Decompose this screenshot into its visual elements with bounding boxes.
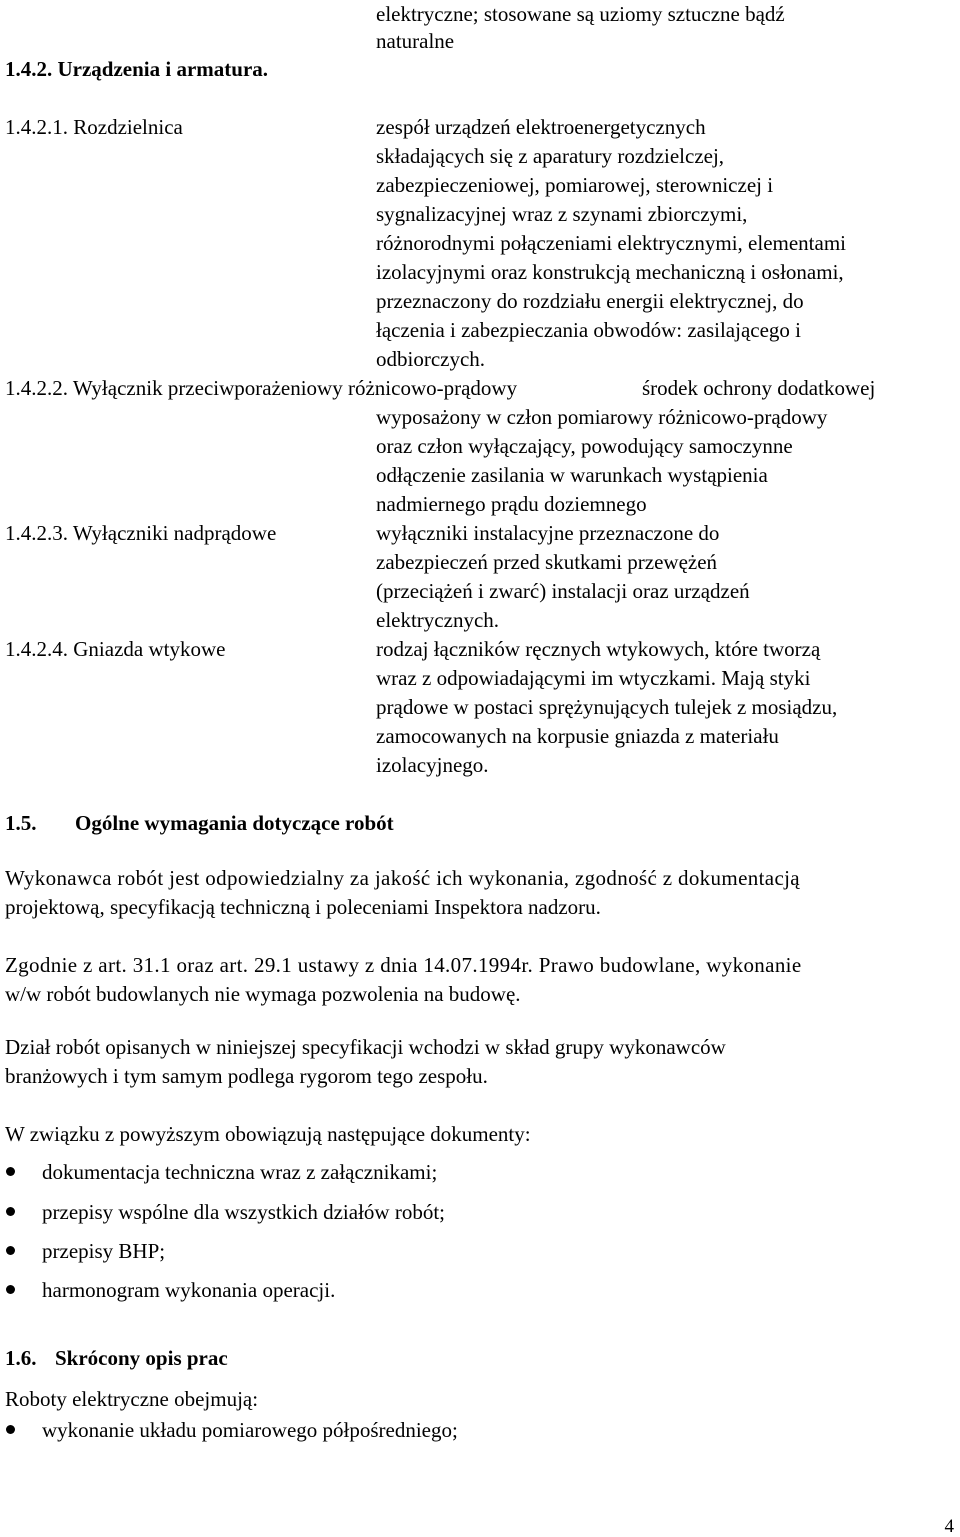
list-item: wykonanie układu pomiarowego półpośredniego;: [42, 1418, 458, 1442]
definition-body-rozdzielnica: zespół urządzeń elektroenergetycznych składających się z aparatury rozdzielczej, zabezpieczeniowej, pomiarowej, sterowniczej i sygnalizacyjnej wraz z szynami zbiorczymi, różnorodnymi połączeniami elektrycznymi, elementami izolacyjnymi oraz konstrukcją mechaniczną i osłonami, przeznaczony do rozdziału energii elektrycznej, do łączenia i zabezpieczania obwodów: zasilającego i odbiorczych.: [376, 115, 846, 371]
section-15-heading: [5, 809, 394, 838]
section-16-heading: [5, 1344, 228, 1373]
section-142-heading: [5, 55, 268, 84]
definition-body-wylaczniki-nadpradowe: wyłączniki instalacyjne przeznaczone do zabezpieczeń przed skutkami przewężeń (przeciążeń i zwarć) instalacji oraz urządzeń elektrycznych.: [376, 521, 750, 632]
bullet-icon: [6, 1207, 15, 1216]
section-title: Urządzenia i armatura.: [57, 57, 269, 81]
bullet-icon: [6, 1285, 15, 1294]
section-number: 1.4.2.: [5, 57, 53, 81]
documents-intro: W związku z powyższym obowiązują następujące dokumenty:: [5, 1122, 531, 1146]
page-number: 4: [944, 1516, 954, 1537]
list-item: przepisy BHP;: [42, 1239, 166, 1263]
section-number: 1.6.: [5, 1346, 37, 1370]
paragraph-odpowiedzialnosc: Wykonawca robót jest odpowiedzialny za jakość ich wykonania, zgodność z dokumentacją projektową, specyfikacją techniczną i poleceniami Inspektora nadzoru.: [5, 866, 800, 919]
section-number: 1.5.: [5, 811, 37, 835]
continuation-line-2: naturalne: [376, 29, 455, 53]
section-title: Skrócony opis prac: [55, 1346, 228, 1370]
continuation-line-1: elektryczne; stosowane są uziomy sztuczne bądź: [376, 2, 785, 26]
definition-term-wylacznik-roznicowopradowy: 1.4.2.2. Wyłącznik przeciwporażeniowy różnicowo-prądowy: [5, 376, 518, 400]
definition-term-gniazda-wtykowe: 1.4.2.4. Gniazda wtykowe: [5, 637, 226, 661]
definition-term-rozdzielnica: 1.4.2.1. Rozdzielnica: [5, 115, 183, 139]
list-item: przepisy wspólne dla wszystkich działów robót;: [42, 1200, 445, 1224]
paragraph-prawo-budowlane: Zgodnie z art. 31.1 oraz art. 29.1 ustawy z dnia 14.07.1994r. Prawo budowlane, wykonanie w/w robót budowlanych nie wymaga pozwolenia na budowę.: [5, 953, 802, 1006]
definition-body-wylacznik-roznicowopradowy: wyposażony w człon pomiarowy różnicowo-prądowy oraz człon wyłączający, powodujący samoczynne odłączenie zasilania w warunkach wystąpienia nadmiernego prądu doziemnego: [376, 405, 828, 516]
list-item: harmonogram wykonania operacji.: [42, 1278, 336, 1302]
bullet-icon: [6, 1167, 15, 1176]
bullet-icon: [6, 1246, 15, 1255]
bullet-icon: [6, 1425, 15, 1434]
paragraph-dzial-robot: Dział robót opisanych w niniejszej specyfikacji wchodzi w skład grupy wykonawców branżowych i tym samym podlega rygorom tego zespołu.: [5, 1035, 726, 1088]
definition-body-gniazda-wtykowe: rodzaj łączników ręcznych wtykowych, które tworzą wraz z odpowiadającymi im wtyczkami. Mają styki prądowe w postaci sprężynujących tulejek z mosiądzu, zamocowanych na korpusie gniazda z materiału izolacyjnego.: [376, 637, 838, 777]
section-title: Ogólne wymagania dotyczące robót: [75, 811, 394, 835]
works-intro: Roboty elektryczne obejmują:: [5, 1387, 259, 1411]
list-item: dokumentacja techniczna wraz z załącznikami;: [42, 1160, 438, 1184]
definition-term-wylaczniki-nadpradowe: 1.4.2.3. Wyłączniki nadprądowe: [5, 521, 277, 545]
definition-first-line-wylacznik: środek ochrony dodatkowej: [642, 376, 876, 400]
